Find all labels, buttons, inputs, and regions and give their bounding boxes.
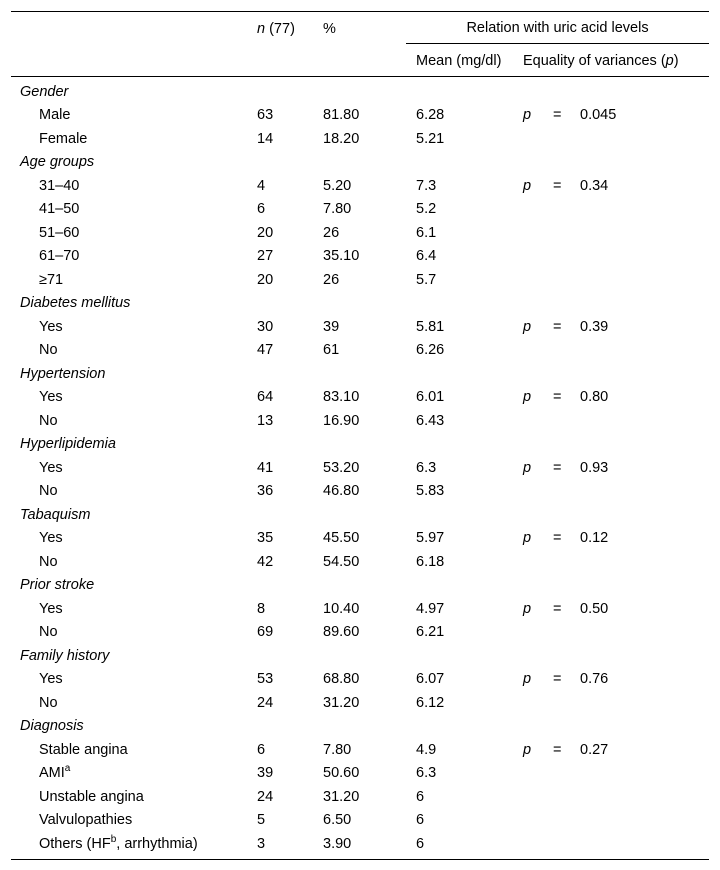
row-label: No [39, 483, 58, 500]
p-value-cell [523, 738, 709, 762]
empty-cell [523, 339, 709, 363]
p-value-cell [523, 386, 709, 410]
percent-value: 31.20 [323, 788, 360, 805]
empty-cell [523, 550, 709, 574]
table-row [11, 456, 709, 480]
table-row [11, 386, 709, 410]
group-label: Tabaquism [20, 506, 91, 523]
mean-value: 5.21 [416, 130, 445, 147]
table-row [11, 785, 709, 809]
table-row [11, 480, 709, 504]
equals-sign: = [553, 459, 562, 476]
row-label: 61–70 [39, 248, 80, 265]
group-label: Age groups [20, 154, 95, 171]
p-value-cell [523, 456, 709, 480]
p-value-cell [523, 315, 709, 339]
percent-value: 7.80 [323, 741, 352, 758]
uric-acid-table [11, 11, 709, 860]
p-value: 0.80 [580, 389, 609, 406]
equals-sign: = [553, 318, 562, 335]
table-row [11, 621, 709, 645]
mean-value: 5.7 [416, 271, 437, 288]
p-value-cell [523, 104, 709, 128]
group-label: Gender [20, 83, 69, 100]
empty-cell [523, 691, 709, 715]
mean-value: 5.2 [416, 201, 437, 218]
row-label: No [39, 694, 58, 711]
percent-value: 39 [323, 318, 340, 335]
empty-cell [523, 221, 709, 245]
n-value: 20 [257, 224, 274, 241]
n-header: n (77) [257, 12, 323, 46]
n-value: 8 [257, 600, 266, 617]
row-label: Stable angina [39, 741, 128, 758]
empty-cell [523, 762, 709, 786]
p-symbol: p [523, 530, 532, 547]
mean-value: 6.4 [416, 248, 437, 265]
table-row [11, 691, 709, 715]
equals-sign: = [553, 741, 562, 758]
n-value: 13 [257, 412, 274, 429]
group-label: Hypertension [20, 365, 106, 382]
mean-value: 6 [416, 812, 425, 829]
header-row-2 [11, 45, 709, 77]
row-label: Others ($HF^b$, arrhythmia) [11, 832, 257, 859]
table-row [11, 409, 709, 433]
empty-cell [523, 198, 709, 222]
table-row [11, 762, 709, 786]
mean-value: 7.3 [416, 177, 437, 194]
mean-value: 6.28 [416, 107, 445, 124]
footnote-marker: a [64, 763, 71, 775]
percent-header: % [323, 12, 406, 46]
table-container [11, 11, 709, 860]
p-value: 0.50 [580, 600, 609, 617]
percent-value: 31.20 [323, 694, 360, 711]
percent-value: 53.20 [323, 459, 360, 476]
mean-value: 6.12 [416, 694, 445, 711]
row-label: 41–50 [39, 201, 80, 218]
group-row [11, 715, 709, 739]
n-value: 42 [257, 553, 274, 570]
row-label: Yes [39, 389, 63, 406]
footnote-marker: b [110, 833, 117, 845]
percent-value: 18.20 [323, 130, 360, 147]
table-row [11, 527, 709, 551]
table-row [11, 127, 709, 151]
percent-value: 16.90 [323, 412, 360, 429]
percent-value: 35.10 [323, 248, 360, 265]
n-value: 36 [257, 483, 274, 500]
row-label: No [39, 553, 58, 570]
n-value: 30 [257, 318, 274, 335]
row-label: AMI$^a$ [39, 763, 71, 782]
table-row [11, 832, 709, 859]
percent-value: 54.50 [323, 553, 360, 570]
p-value-cell [523, 668, 709, 692]
table-row [11, 221, 709, 245]
p-symbol: p [523, 459, 532, 476]
percent-value: 81.80 [323, 107, 360, 124]
p-value: 0.045 [580, 107, 617, 124]
equals-sign: = [553, 600, 562, 617]
row-label: Yes [39, 530, 63, 547]
mean-value: 6.07 [416, 671, 445, 688]
empty-cell [523, 809, 709, 833]
p-value: 0.12 [580, 530, 609, 547]
equals-sign: = [553, 671, 562, 688]
percent-value: 45.50 [323, 530, 360, 547]
p-value: 0.34 [580, 177, 609, 194]
table-row [11, 550, 709, 574]
empty-cell [523, 409, 709, 433]
n-value: 27 [257, 248, 274, 265]
row-label: No [39, 412, 58, 429]
empty-cell [523, 127, 709, 151]
mean-value: 6 [406, 832, 523, 859]
n-value: 24 [257, 694, 274, 711]
empty-cell [523, 480, 709, 504]
p-symbol: p [523, 107, 532, 124]
row-label: Valvulopathies [39, 812, 133, 829]
row-label: Yes [39, 318, 63, 335]
table-row [11, 174, 709, 198]
p-value-cell [523, 597, 709, 621]
mean-value: 6 [416, 788, 425, 805]
n-value: 20 [257, 271, 274, 288]
p-symbol: p [523, 177, 532, 194]
group-row [11, 151, 709, 175]
group-row [11, 574, 709, 598]
mean-value: 6.3 [416, 459, 437, 476]
mean-value: 5.97 [416, 530, 445, 547]
p-value: 0.39 [580, 318, 609, 335]
group-row [11, 77, 709, 104]
mean-value: 6.01 [416, 389, 445, 406]
table-row [11, 339, 709, 363]
mean-value: 6.3 [416, 765, 437, 782]
row-label: No [39, 624, 58, 641]
percent-value: 3.90 [323, 832, 406, 859]
row-label: Female [39, 130, 88, 147]
mean-header: Mean (mg/dl) [406, 45, 523, 77]
p-symbol: p [523, 318, 532, 335]
relation-header: Relation with uric acid levels [406, 20, 709, 44]
percent-value: 61 [323, 342, 340, 359]
table-row [11, 245, 709, 269]
percent-value: 26 [323, 271, 340, 288]
n-value: 35 [257, 530, 274, 547]
p-symbol: p [523, 741, 532, 758]
n-value: 39 [257, 765, 274, 782]
row-label: Yes [39, 600, 63, 617]
row-label: Male [39, 107, 71, 124]
empty-cell [523, 268, 709, 292]
equals-sign: = [553, 389, 562, 406]
table-row [11, 104, 709, 128]
percent-value: 68.80 [323, 671, 360, 688]
equals-sign: = [553, 530, 562, 547]
n-value: 24 [257, 788, 274, 805]
group-label: Family history [20, 647, 110, 664]
mean-value: 6.43 [416, 412, 445, 429]
percent-value: 83.10 [323, 389, 360, 406]
equality-header: Equality of variances (p) [523, 45, 709, 77]
group-row [11, 644, 709, 668]
group-label: Diagnosis [20, 718, 84, 735]
p-symbol: p [523, 600, 532, 617]
percent-value: 89.60 [323, 624, 360, 641]
percent-value: 46.80 [323, 483, 360, 500]
equals-sign: = [553, 177, 562, 194]
table-body [11, 77, 709, 860]
group-row [11, 362, 709, 386]
empty-cell [523, 621, 709, 645]
mean-value: 6.18 [416, 553, 445, 570]
n-value: 5 [257, 812, 266, 829]
p-symbol: p [523, 389, 532, 406]
n-value: 53 [257, 671, 274, 688]
empty-cell [523, 245, 709, 269]
percent-value: 50.60 [323, 765, 360, 782]
n-value: 64 [257, 389, 274, 406]
p-value-cell [523, 174, 709, 198]
row-label: No [39, 342, 58, 359]
n-value: 41 [257, 459, 274, 476]
group-label: Diabetes mellitus [20, 295, 131, 312]
row-label: ≥71 [39, 271, 64, 288]
table-row [11, 809, 709, 833]
n-value: 47 [257, 342, 274, 359]
row-label: 31–40 [39, 177, 80, 194]
p-symbol: p [523, 671, 532, 688]
p-value-cell [523, 527, 709, 551]
percent-value: 6.50 [323, 812, 352, 829]
table-row [11, 268, 709, 292]
table-row [11, 597, 709, 621]
n-value: 63 [257, 107, 274, 124]
n-value: 6 [257, 201, 266, 218]
row-label: Yes [39, 459, 63, 476]
n-value: 69 [257, 624, 274, 641]
p-value: 0.27 [580, 741, 609, 758]
group-row [11, 292, 709, 316]
group-row [11, 503, 709, 527]
group-row [11, 433, 709, 457]
empty-cell [523, 785, 709, 809]
mean-value: 4.97 [416, 600, 445, 617]
mean-value: 6.1 [416, 224, 437, 241]
percent-value: 26 [323, 224, 340, 241]
empty-cell [523, 832, 709, 859]
mean-value: 4.9 [416, 741, 437, 758]
table-row [11, 668, 709, 692]
percent-value: 7.80 [323, 201, 352, 218]
percent-value: 10.40 [323, 600, 360, 617]
percent-value: 5.20 [323, 177, 352, 194]
row-label: 51–60 [39, 224, 80, 241]
n-value: 14 [257, 130, 274, 147]
table-row [11, 738, 709, 762]
n-value: 4 [257, 177, 266, 194]
group-label: Prior stroke [20, 577, 95, 594]
header-row-1 [11, 12, 709, 46]
n-value: 3 [257, 832, 323, 859]
row-label: Yes [39, 671, 63, 688]
mean-value: 6.26 [416, 342, 445, 359]
table-row [11, 315, 709, 339]
equals-sign: = [553, 107, 562, 124]
row-label: Unstable angina [39, 788, 144, 805]
mean-value: 6.21 [416, 624, 445, 641]
table-row [11, 198, 709, 222]
mean-value: 5.83 [416, 483, 445, 500]
group-label: Hyperlipidemia [20, 436, 116, 453]
n-value: 6 [257, 741, 266, 758]
p-value: 0.93 [580, 459, 609, 476]
p-value: 0.76 [580, 671, 609, 688]
mean-value: 5.81 [416, 318, 445, 335]
